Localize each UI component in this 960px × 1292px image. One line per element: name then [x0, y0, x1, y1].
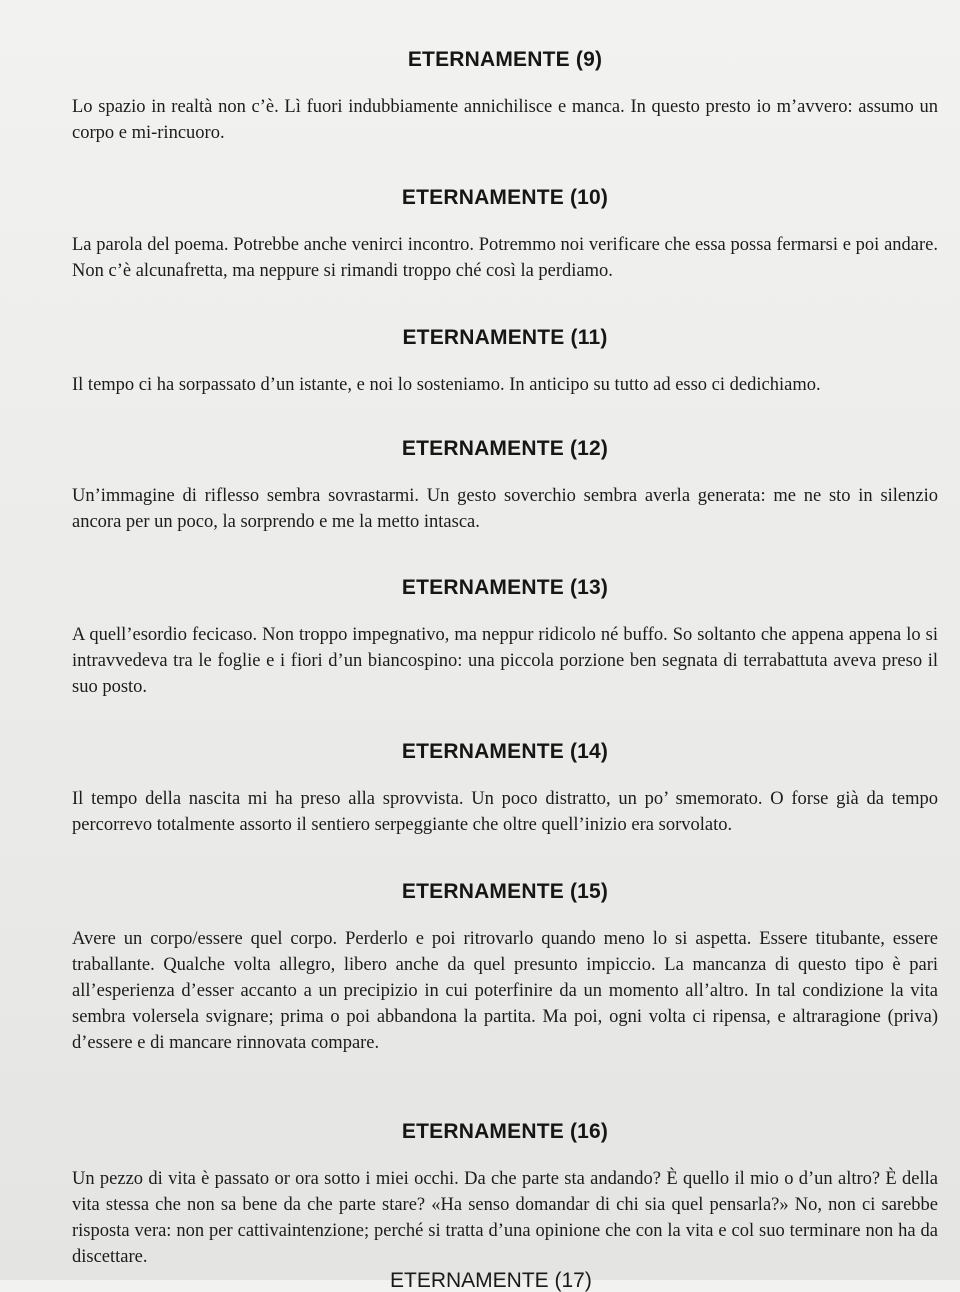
- section-heading: ETERNAMENTE (14): [401, 740, 609, 763]
- section-paragraph: Lo spazio in realtà non c’è. Lì fuori indubbiamente annichilisce e manca. In questo presto io m’avvero: assumo un corpo e mi-rincuoro.: [72, 97, 938, 143]
- section-heading: ETERNAMENTE (9): [407, 48, 603, 71]
- section-paragraph: Un pezzo di vita è passato or ora sotto i miei occhi. Da che parte sta andando? È quello il mio o d’un altro? È della vita stessa che non sa bene da che parte stare? «Ha senso domandar di chi sia quel pensarla?» No, non ci sarebbe risposta vera: non per cattivaintenzione; perché si tratta d’una opinione che con la vita e col suo terminare non ha da discettare.: [72, 1169, 938, 1267]
- section-heading: ETERNAMENTE (12): [401, 437, 609, 460]
- section-heading: ETERNAMENTE (10): [401, 186, 609, 209]
- cutoff-heading-text: ETERNAMENTE (17): [390, 1269, 592, 1292]
- section-paragraph: Un’immagine di riflesso sembra sovrastarmi. Un gesto soverchio sembra averla generata: me ne sto in silenzio ancora per un poco, la sorprendo e me la metto intasca.: [72, 486, 938, 532]
- section-eternamente-10: [72, 186, 938, 284]
- section-eternamente-9: [72, 48, 938, 146]
- section-heading: ETERNAMENTE (15): [401, 880, 609, 903]
- section-paragraph: Il tempo della nascita mi ha preso alla sprovvista. Un poco distratto, un po’ smemorato. O forse già da tempo percorrevo totalmente assorto il sentiero serpeggiante che oltre quell’inizio era sorvolato.: [72, 789, 938, 835]
- section-eternamente-15: [72, 880, 938, 1056]
- section-eternamente-13: [72, 576, 938, 700]
- section-eternamente-14: [72, 740, 938, 838]
- section-paragraph: La parola del poema. Potrebbe anche venirci incontro. Potremmo noi verificare che essa possa fermarsi e poi andare. Non c’è alcunafretta, ma neppure si rimandi troppo ché così la perdiamo.: [72, 235, 938, 281]
- section-heading: ETERNAMENTE (11): [402, 326, 608, 349]
- cutoff-heading: [390, 1268, 630, 1292]
- section-eternamente-12: [72, 437, 938, 535]
- section-heading: ETERNAMENTE (16): [401, 1120, 609, 1143]
- section-eternamente-11: [72, 326, 938, 398]
- section-paragraph: Avere un corpo/essere quel corpo. Perderlo e poi ritrovarlo quando meno lo si aspetta. Essere titubante, essere traballante. Qualche volta allegro, libero anche da quel presunto impiccio. La mancanza di questo tipo è pari all’esperienza d’esser accanto a un precipizio in cui poterfinire da un momento all’altro. In tal condizione la vita sembra volersela svignare; prima o poi abbandona la partita. Ma poi, ogni volta ci ripensa, e altraragione (priva) d’essere e di mancare rinnovata compare.: [72, 929, 938, 1053]
- section-paragraph: A quell’esordio fecicaso. Non troppo impegnativo, ma neppur ridicolo né buffo. So soltanto che appena appena lo si intravvedeva tra le foglie e i fiori d’un biancospino: una piccola porzione ben segnata di terrabattuta aveva preso il suo posto.: [72, 625, 938, 697]
- section-paragraph: Il tempo ci ha sorpassato d’un istante, e noi lo sosteniamo. In anticipo su tutto ad esso ci dedichiamo.: [72, 375, 821, 395]
- section-heading: ETERNAMENTE (13): [401, 576, 609, 599]
- section-eternamente-16: [72, 1120, 938, 1270]
